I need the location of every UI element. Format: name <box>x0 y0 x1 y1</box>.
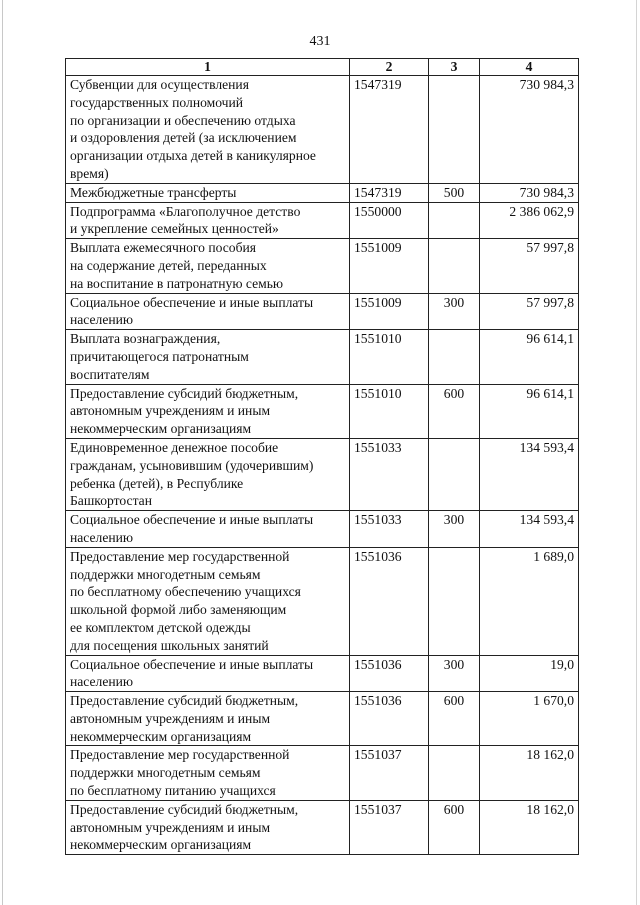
table-row <box>66 239 579 293</box>
cell-amount: 1 689,0 <box>480 547 579 655</box>
table-row <box>66 76 579 184</box>
cell-type <box>429 547 480 655</box>
cell-amount: 1 670,0 <box>480 692 579 746</box>
table-row <box>66 293 579 330</box>
cell-type: 300 <box>429 293 480 330</box>
cell-code: 1550000 <box>350 202 429 239</box>
cell-code: 1551010 <box>350 330 429 384</box>
cell-name: Выплата вознаграждения, причитающегося патронатным воспитателям <box>66 330 350 384</box>
cell-code: 1551037 <box>350 746 429 800</box>
cell-name: Предоставление субсидий бюджетным, автономным учреждениям и иным некоммерческим организациям <box>66 692 350 746</box>
column-header-name: 1 <box>66 59 350 76</box>
table-header-row <box>66 59 579 76</box>
column-header-code: 2 <box>350 59 429 76</box>
cell-code: 1551009 <box>350 239 429 293</box>
cell-amount: 134 593,4 <box>480 511 579 548</box>
cell-code: 1551036 <box>350 692 429 746</box>
table-row <box>66 511 579 548</box>
cell-amount: 18 162,0 <box>480 800 579 854</box>
table-row <box>66 692 579 746</box>
cell-type: 600 <box>429 384 480 438</box>
cell-type: 600 <box>429 692 480 746</box>
cell-type: 600 <box>429 800 480 854</box>
cell-name: Выплата ежемесячного пособия на содержание детей, переданных на воспитание в патронатную семью <box>66 239 350 293</box>
cell-type <box>429 330 480 384</box>
cell-amount: 134 593,4 <box>480 438 579 510</box>
cell-code: 1551036 <box>350 547 429 655</box>
cell-code: 1551033 <box>350 511 429 548</box>
cell-code: 1551037 <box>350 800 429 854</box>
cell-name: Межбюджетные трансферты <box>66 183 350 202</box>
page-number: 431 <box>309 34 331 49</box>
table-row <box>66 800 579 854</box>
scan-edge-left <box>2 0 3 905</box>
cell-type: 300 <box>429 655 480 692</box>
cell-code: 1547319 <box>350 76 429 184</box>
cell-name: Предоставление мер государственной поддержки многодетным семьям по бесплатному питанию учащихся <box>66 746 350 800</box>
table-row <box>66 655 579 692</box>
column-header-amount: 4 <box>480 59 579 76</box>
cell-name: Подпрограмма «Благополучное детство и укрепление семейных ценностей» <box>66 202 350 239</box>
cell-type <box>429 746 480 800</box>
cell-type <box>429 76 480 184</box>
cell-name: Социальное обеспечение и иные выплаты населению <box>66 293 350 330</box>
cell-type <box>429 438 480 510</box>
cell-code: 1551033 <box>350 438 429 510</box>
scan-edge-right <box>636 0 637 905</box>
cell-type <box>429 202 480 239</box>
table-row <box>66 183 579 202</box>
cell-amount: 19,0 <box>480 655 579 692</box>
table-row <box>66 746 579 800</box>
cell-name: Социальное обеспечение и иные выплаты населению <box>66 655 350 692</box>
table-row <box>66 202 579 239</box>
cell-type: 300 <box>429 511 480 548</box>
cell-code: 1551009 <box>350 293 429 330</box>
cell-amount: 730 984,3 <box>480 76 579 184</box>
cell-amount: 730 984,3 <box>480 183 579 202</box>
table-row <box>66 330 579 384</box>
cell-code: 1551036 <box>350 655 429 692</box>
cell-amount: 57 997,8 <box>480 293 579 330</box>
cell-amount: 96 614,1 <box>480 384 579 438</box>
table-row <box>66 384 579 438</box>
column-header-type: 3 <box>429 59 480 76</box>
table-body <box>66 76 579 855</box>
cell-code: 1547319 <box>350 183 429 202</box>
cell-name: Предоставление субсидий бюджетным, автономным учреждениям и иным некоммерческим организациям <box>66 800 350 854</box>
cell-name: Субвенции для осуществления государственных полномочий по организации и обеспечению отдыха и оздоровления детей (за исключением организации отдыха детей в каникулярное время) <box>66 76 350 184</box>
cell-type: 500 <box>429 183 480 202</box>
cell-name: Предоставление субсидий бюджетным, автономным учреждениям и иным некоммерческим организациям <box>66 384 350 438</box>
cell-amount: 2 386 062,9 <box>480 202 579 239</box>
cell-name: Предоставление мер государственной поддержки многодетным семьям по бесплатному обеспечению учащихся школьной формой либо заменяющим ее комплектом детской одежды для посещения школьных занятий <box>66 547 350 655</box>
table-row <box>66 547 579 655</box>
cell-code: 1551010 <box>350 384 429 438</box>
cell-name: Единовременное денежное пособие гражданам, усыновившим (удочерившим) ребенка (детей), в Республике Башкортостан <box>66 438 350 510</box>
cell-amount: 18 162,0 <box>480 746 579 800</box>
cell-name: Социальное обеспечение и иные выплаты населению <box>66 511 350 548</box>
budget-table <box>65 58 579 855</box>
cell-amount: 57 997,8 <box>480 239 579 293</box>
table-row <box>66 438 579 510</box>
cell-amount: 96 614,1 <box>480 330 579 384</box>
cell-type <box>429 239 480 293</box>
